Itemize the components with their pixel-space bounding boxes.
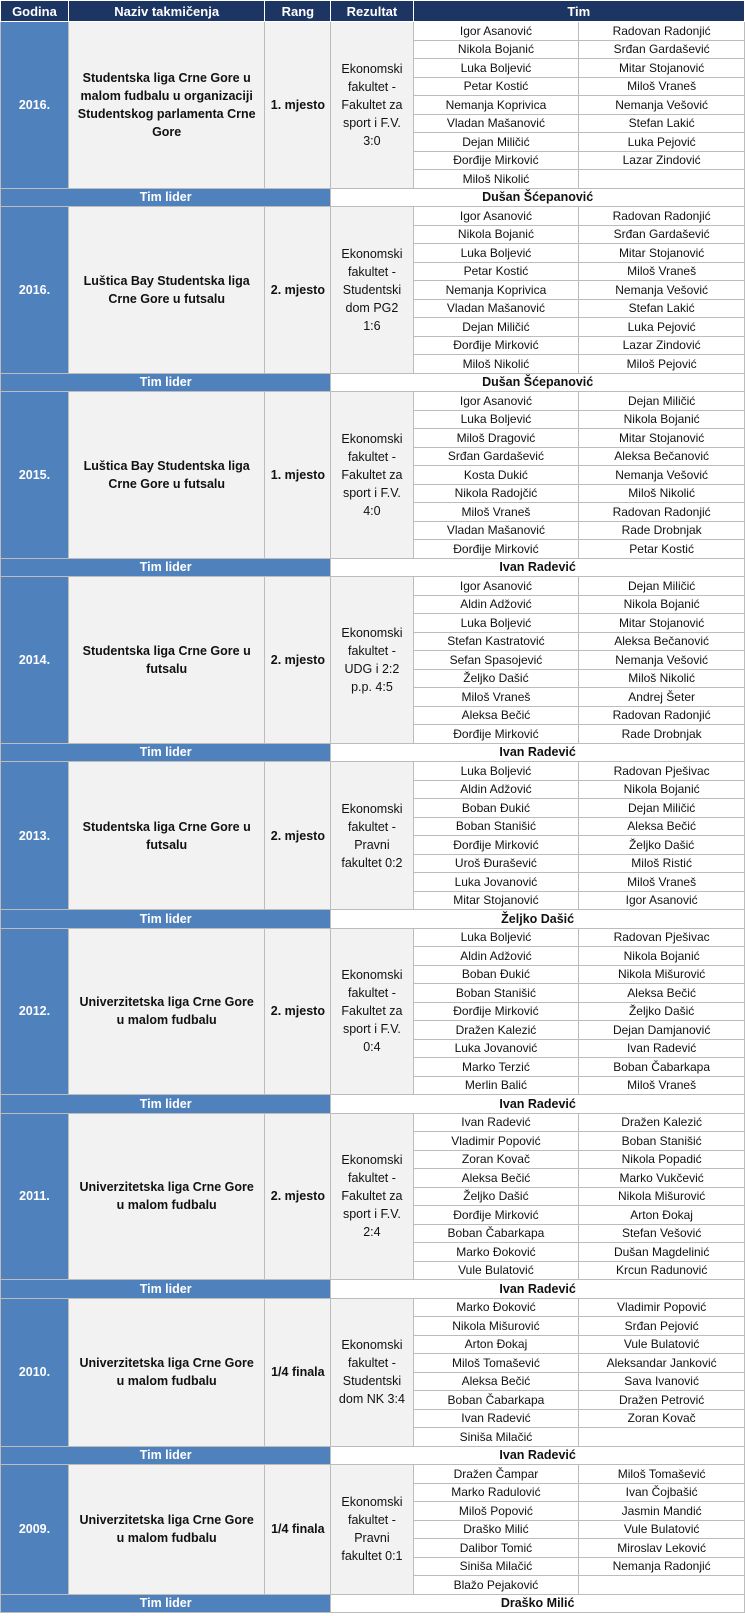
year-cell: 2015.: [1, 392, 69, 559]
competition-cell: Univerzitetska liga Crne Gore u malom fudbalu: [68, 928, 265, 1095]
year-cell: 2013.: [1, 762, 69, 910]
player-name: Miloš Vraneš: [579, 77, 745, 96]
competition-cell: Univerzitetska liga Crne Gore u malom fudbalu: [68, 1465, 265, 1595]
player-name: Dražen Čampar: [413, 1465, 579, 1484]
player-name: Nikola Mišurović: [579, 965, 745, 984]
player-name: Boban Čabarkapa: [579, 1058, 745, 1077]
year-cell: 2014.: [1, 577, 69, 744]
team-leader-row: [1, 188, 745, 207]
player-name: Igor Asanović: [413, 207, 579, 226]
player-name: Mitar Stojanović: [579, 429, 745, 448]
player-name: Dalibor Tomić: [413, 1539, 579, 1558]
player-name: Ivan Radević: [579, 1039, 745, 1058]
team-leader-row: [1, 1594, 745, 1613]
team-leader-label: Tim lider: [1, 1446, 331, 1465]
player-name: Dušan Magdelinić: [579, 1243, 745, 1262]
rank-cell: 2. mjesto: [265, 928, 331, 1095]
player-name: Luka Boljević: [413, 928, 579, 947]
player-name: Vule Bulatović: [413, 1261, 579, 1280]
team-leader-row: [1, 373, 745, 392]
rank-cell: 1/4 finala: [265, 1298, 331, 1446]
player-name: Mitar Stojanović: [413, 891, 579, 910]
player-name: Nemanja Vešović: [579, 466, 745, 485]
player-name: Rade Drobnjak: [579, 521, 745, 540]
player-name: Srđan Gardašević: [413, 447, 579, 466]
competition-cell: Luštica Bay Studentska liga Crne Gore u futsalu: [68, 392, 265, 559]
header-team: Tim: [413, 1, 744, 22]
player-name: Srđan Pejović: [579, 1317, 745, 1336]
player-name: Marko Terzić: [413, 1058, 579, 1077]
player-name: Radovan Pješivac: [579, 762, 745, 781]
player-name: Arton Đokaj: [579, 1206, 745, 1225]
player-name: Draško Milić: [413, 1520, 579, 1539]
player-name: Mitar Stojanović: [579, 614, 745, 633]
player-name: Aleksa Bečić: [413, 1169, 579, 1188]
competition-cell: Univerzitetska liga Crne Gore u malom fudbalu: [68, 1113, 265, 1280]
player-name: Đorđije Mirković: [413, 540, 579, 559]
player-name: Miroslav Leković: [579, 1539, 745, 1558]
player-name: Lazar Zindović: [579, 336, 745, 355]
team-leader-name: Ivan Radević: [331, 1446, 745, 1465]
team-leader-name: Ivan Radević: [331, 1280, 745, 1299]
player-row: [1, 1113, 745, 1132]
player-name: Luka Jovanović: [413, 873, 579, 892]
player-name: Miloš Vraneš: [579, 262, 745, 281]
team-leader-name: Ivan Radević: [331, 1095, 745, 1114]
player-name: Nikola Bojanić: [413, 40, 579, 59]
player-name: Rade Drobnjak: [579, 725, 745, 744]
player-name: Sava Ivanović: [579, 1372, 745, 1391]
player-name: Radovan Radonjić: [579, 503, 745, 522]
player-name: Nikola Bojanić: [579, 947, 745, 966]
player-name: Stefan Lakić: [579, 114, 745, 133]
team-leader-label: Tim lider: [1, 373, 331, 392]
player-name: Luka Boljević: [413, 244, 579, 263]
team-leader-row: [1, 1280, 745, 1299]
player-name: Uroš Đurašević: [413, 854, 579, 873]
player-name: Dražen Petrović: [579, 1391, 745, 1410]
result-cell: Ekonomski fakultet - Studentski dom PG2 1:6: [331, 207, 413, 374]
player-name: Dejan Miličić: [579, 577, 745, 596]
player-name: Luka Boljević: [413, 410, 579, 429]
player-name: Đorđije Mirković: [413, 1206, 579, 1225]
player-name: Lazar Zindović: [579, 151, 745, 170]
competition-cell: Studentska liga Crne Gore u futsalu: [68, 762, 265, 910]
player-name: Dražen Kalezić: [579, 1113, 745, 1132]
header-year: Godina: [1, 1, 69, 22]
player-row: [1, 392, 745, 411]
player-name: Luka Boljević: [413, 614, 579, 633]
player-name: Aldin Adžović: [413, 595, 579, 614]
year-cell: 2010.: [1, 1298, 69, 1446]
player-name: Merlin Balić: [413, 1076, 579, 1095]
result-cell: Ekonomski fakultet - Pravni fakultet 0:2: [331, 762, 413, 910]
player-name: Luka Boljević: [413, 59, 579, 78]
header-row: [1, 1, 745, 22]
player-name: [579, 1428, 745, 1447]
result-cell: Ekonomski fakultet - Fakultet za sport i F.V. 0:4: [331, 928, 413, 1095]
player-name: Arton Đokaj: [413, 1335, 579, 1354]
player-name: Miloš Pejović: [579, 355, 745, 374]
player-name: Stefan Vešović: [579, 1224, 745, 1243]
rank-cell: 1/4 finala: [265, 1465, 331, 1595]
result-cell: Ekonomski fakultet - Fakultet za sport i F.V. 3:0: [331, 22, 413, 189]
competition-cell: Luštica Bay Studentska liga Crne Gore u futsalu: [68, 207, 265, 374]
player-name: Boban Čabarkapa: [413, 1224, 579, 1243]
player-row: [1, 1298, 745, 1317]
player-name: Željko Dašić: [579, 836, 745, 855]
player-name: Željko Dašić: [413, 1187, 579, 1206]
year-cell: 2016.: [1, 22, 69, 189]
player-name: Aleksa Bečić: [413, 706, 579, 725]
rank-cell: 2. mjesto: [265, 577, 331, 744]
year-cell: 2012.: [1, 928, 69, 1095]
player-name: Petar Kostić: [413, 262, 579, 281]
team-leader-row: [1, 558, 745, 577]
player-name: Zoran Kovač: [413, 1150, 579, 1169]
player-name: Aleksa Bečanović: [579, 632, 745, 651]
player-name: Nemanja Vešović: [579, 96, 745, 115]
year-cell: 2011.: [1, 1113, 69, 1280]
result-cell: Ekonomski fakultet - Studentski dom NK 3:4: [331, 1298, 413, 1446]
player-name: Nemanja Koprivica: [413, 281, 579, 300]
result-cell: Ekonomski fakultet - Fakultet za sport i F.V. 4:0: [331, 392, 413, 559]
player-name: Nikola Bojanić: [413, 225, 579, 244]
team-leader-label: Tim lider: [1, 188, 331, 207]
player-name: Miloš Popović: [413, 1502, 579, 1521]
player-name: Vladimir Popović: [413, 1132, 579, 1151]
team-leader-label: Tim lider: [1, 1594, 331, 1613]
player-name: Nikola Mišurović: [579, 1187, 745, 1206]
player-name: Vladimir Popović: [579, 1298, 745, 1317]
player-row: [1, 1465, 745, 1484]
team-leader-name: Ivan Radević: [331, 558, 745, 577]
player-name: Miloš Vraneš: [579, 873, 745, 892]
team-leader-row: [1, 1446, 745, 1465]
team-leader-row: [1, 910, 745, 929]
player-name: Aleksa Bečić: [413, 1372, 579, 1391]
player-name: Marko Radulović: [413, 1483, 579, 1502]
player-name: Igor Asanović: [413, 392, 579, 411]
player-name: Đorđije Mirković: [413, 151, 579, 170]
player-name: Aleksandar Janković: [579, 1354, 745, 1373]
team-leader-label: Tim lider: [1, 558, 331, 577]
player-name: Nemanja Koprivica: [413, 96, 579, 115]
competition-cell: Univerzitetska liga Crne Gore u malom fudbalu: [68, 1298, 265, 1446]
player-name: Igor Asanović: [413, 22, 579, 41]
team-leader-label: Tim lider: [1, 1280, 331, 1299]
player-name: Luka Pejović: [579, 318, 745, 337]
player-name: Đorđije Mirković: [413, 725, 579, 744]
header-competition: Naziv takmičenja: [68, 1, 265, 22]
player-name: Nikola Radojčić: [413, 484, 579, 503]
player-name: [579, 170, 745, 189]
player-name: Stefan Kastratović: [413, 632, 579, 651]
player-name: Miloš Tomašević: [413, 1354, 579, 1373]
player-name: Krcun Radunović: [579, 1261, 745, 1280]
player-name: Srđan Gardašević: [579, 40, 745, 59]
team-leader-name: Draško Milić: [331, 1594, 745, 1613]
player-name: Đorđije Mirković: [413, 336, 579, 355]
team-leader-name: Željko Dašić: [331, 910, 745, 929]
player-name: Vladan Mašanović: [413, 299, 579, 318]
player-name: Zoran Kovač: [579, 1409, 745, 1428]
player-name: Vule Bulatović: [579, 1520, 745, 1539]
player-name: Miloš Vraneš: [579, 1076, 745, 1095]
player-name: [579, 1576, 745, 1595]
player-name: Boban Stanišić: [413, 984, 579, 1003]
player-name: Nikola Bojanić: [579, 410, 745, 429]
player-name: Dražen Kalezić: [413, 1021, 579, 1040]
player-name: Vladan Mašanović: [413, 114, 579, 133]
player-name: Nikola Popadić: [579, 1150, 745, 1169]
player-name: Igor Asanović: [579, 891, 745, 910]
player-name: Siniša Milačić: [413, 1428, 579, 1447]
player-name: Miloš Nikolić: [579, 669, 745, 688]
player-name: Ivan Radević: [413, 1113, 579, 1132]
player-name: Sefan Spasojević: [413, 651, 579, 670]
player-name: Boban Đukić: [413, 799, 579, 818]
player-name: Boban Đukić: [413, 965, 579, 984]
player-name: Srđan Gardašević: [579, 225, 745, 244]
player-name: Miloš Nikolić: [579, 484, 745, 503]
player-name: Dejan Damjanović: [579, 1021, 745, 1040]
player-name: Luka Boljević: [413, 762, 579, 781]
player-name: Radovan Radonjić: [579, 22, 745, 41]
player-name: Radovan Pješivac: [579, 928, 745, 947]
player-name: Siniša Milačić: [413, 1557, 579, 1576]
header-rank: Rang: [265, 1, 331, 22]
team-leader-name: Dušan Šćepanović: [331, 188, 745, 207]
player-name: Željko Dašić: [579, 1002, 745, 1021]
rank-cell: 2. mjesto: [265, 1113, 331, 1280]
player-name: Marko Đoković: [413, 1298, 579, 1317]
player-name: Miloš Ristić: [579, 854, 745, 873]
team-leader-row: [1, 1095, 745, 1114]
player-name: Boban Stanišić: [579, 1132, 745, 1151]
player-row: [1, 928, 745, 947]
header-result: Rezultat: [331, 1, 413, 22]
player-name: Miloš Nikolić: [413, 170, 579, 189]
player-name: Nikola Mišurović: [413, 1317, 579, 1336]
player-name: Stefan Lakić: [579, 299, 745, 318]
player-name: Miloš Vraneš: [413, 688, 579, 707]
player-name: Radovan Radonjić: [579, 706, 745, 725]
player-name: Mitar Stojanović: [579, 244, 745, 263]
player-name: Jasmin Mandić: [579, 1502, 745, 1521]
player-name: Dejan Miličić: [413, 133, 579, 152]
player-name: Dejan Miličić: [413, 318, 579, 337]
player-name: Nemanja Vešović: [579, 281, 745, 300]
result-cell: Ekonomski fakultet - Fakultet za sport i F.V. 2:4: [331, 1113, 413, 1280]
player-row: [1, 762, 745, 781]
results-body: [1, 22, 745, 1613]
player-name: Igor Asanović: [413, 577, 579, 596]
player-name: Aldin Adžović: [413, 947, 579, 966]
player-name: Aldin Adžović: [413, 780, 579, 799]
player-name: Miloš Dragović: [413, 429, 579, 448]
player-row: [1, 207, 745, 226]
team-leader-label: Tim lider: [1, 910, 331, 929]
player-name: Miloš Vraneš: [413, 503, 579, 522]
player-name: Radovan Radonjić: [579, 207, 745, 226]
player-name: Vule Bulatović: [579, 1335, 745, 1354]
player-name: Boban Čabarkapa: [413, 1391, 579, 1410]
team-leader-label: Tim lider: [1, 743, 331, 762]
player-name: Ivan Čojbašić: [579, 1483, 745, 1502]
player-name: Đorđije Mirković: [413, 836, 579, 855]
player-name: Đorđije Mirković: [413, 1002, 579, 1021]
player-name: Aleksa Bečić: [579, 984, 745, 1003]
player-name: Petar Kostić: [413, 77, 579, 96]
player-name: Dejan Miličić: [579, 392, 745, 411]
player-name: Ivan Radević: [413, 1409, 579, 1428]
team-leader-label: Tim lider: [1, 1095, 331, 1114]
result-cell: Ekonomski fakultet - UDG i 2:2 p.p. 4:5: [331, 577, 413, 744]
player-name: Nikola Bojanić: [579, 595, 745, 614]
rank-cell: 2. mjesto: [265, 762, 331, 910]
player-name: Aleksa Bečanović: [579, 447, 745, 466]
player-name: Miloš Nikolić: [413, 355, 579, 374]
player-name: Luka Jovanović: [413, 1039, 579, 1058]
player-name: Marko Đoković: [413, 1243, 579, 1262]
player-name: Blažo Pejaković: [413, 1576, 579, 1595]
player-name: Vladan Mašanović: [413, 521, 579, 540]
rank-cell: 2. mjesto: [265, 207, 331, 374]
player-name: Mitar Stojanović: [579, 59, 745, 78]
player-name: Aleksa Bečić: [579, 817, 745, 836]
year-cell: 2009.: [1, 1465, 69, 1595]
player-row: [1, 577, 745, 596]
player-name: Andrej Šeter: [579, 688, 745, 707]
player-name: Luka Pejović: [579, 133, 745, 152]
team-leader-name: Ivan Radević: [331, 743, 745, 762]
player-name: Kosta Dukić: [413, 466, 579, 485]
player-name: Nemanja Vešović: [579, 651, 745, 670]
player-name: Željko Dašić: [413, 669, 579, 688]
competition-cell: Studentska liga Crne Gore u malom fudbalu u organizaciji Studentskog parlamenta Crne Gore: [68, 22, 265, 189]
team-leader-row: [1, 743, 745, 762]
year-cell: 2016.: [1, 207, 69, 374]
rank-cell: 1. mjesto: [265, 22, 331, 189]
player-name: Boban Stanišić: [413, 817, 579, 836]
result-cell: Ekonomski fakultet - Pravni fakultet 0:1: [331, 1465, 413, 1595]
player-row: [1, 22, 745, 41]
player-name: Nemanja Radonjić: [579, 1557, 745, 1576]
competition-cell: Studentska liga Crne Gore u futsalu: [68, 577, 265, 744]
rank-cell: 1. mjesto: [265, 392, 331, 559]
player-name: Nikola Bojanić: [579, 780, 745, 799]
player-name: Miloš Tomašević: [579, 1465, 745, 1484]
player-name: Marko Vukčević: [579, 1169, 745, 1188]
team-leader-name: Dušan Šćepanović: [331, 373, 745, 392]
player-name: Dejan Miličić: [579, 799, 745, 818]
player-name: Petar Kostić: [579, 540, 745, 559]
